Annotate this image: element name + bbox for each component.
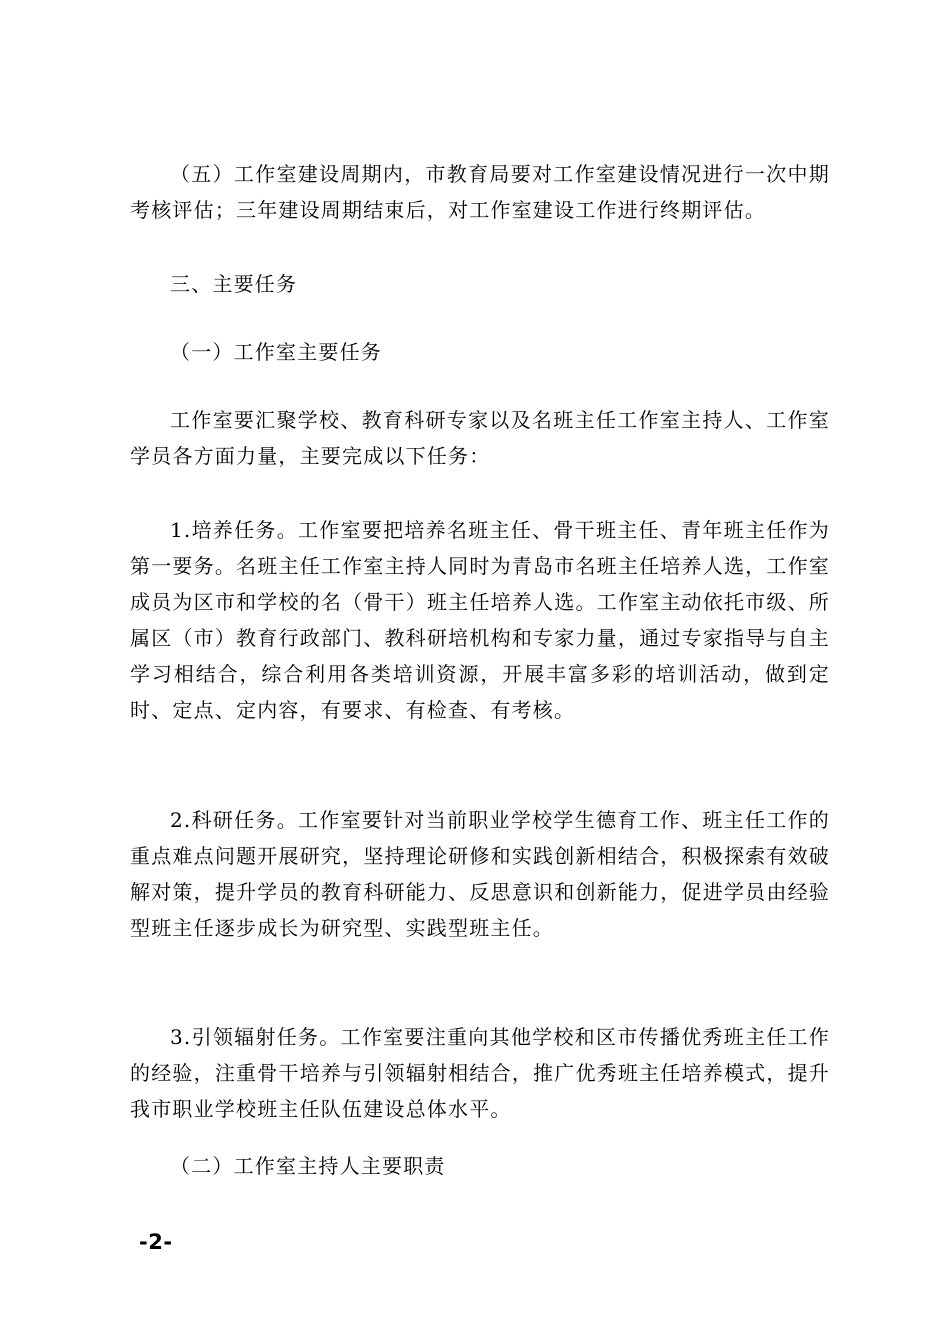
paragraph-leadership-task: 3.引领辐射任务。工作室要注重向其他学校和区市传播优秀班主任工作的经验，注重骨干培养与引领辐射相结合，推广优秀班主任培养模式，提升我市职业学校班主任队伍建设总体水平。	[130, 1025, 830, 1121]
paragraph-tasks-intro: 工作室要汇聚学校、教育科研专家以及名班主任工作室主持人、工作室学员各方面力量，主要完成以下任务：	[130, 408, 830, 468]
paragraph-evaluation: （五）工作室建设周期内，市教育局要对工作室建设情况进行一次中期考核评估；三年建设周期结束后，对工作室建设工作进行终期评估。	[130, 162, 830, 222]
section-heading-main-tasks: 三、主要任务	[170, 272, 298, 296]
page-number: -2-	[139, 1230, 173, 1254]
paragraph-training-task: 1.培养任务。工作室要把培养名班主任、骨干班主任、青年班主任作为第一要务。名班主任工作室主持人同时为青岛市名班主任培养人选，工作室成员为区市和学校的名（骨干）班主任培养人选。工作室主动依托市级、所属区（市）教育行政部门、教科研培机构和专家力量，通过专家指导与自主学习相结合，综合利用各类培训资源，开展丰富多彩的培训活动，做到定时、定点、定内容，有要求、有检查、有考核。	[130, 518, 830, 722]
paragraph-research-task: 2.科研任务。工作室要针对当前职业学校学生德育工作、班主任工作的重点难点问题开展研究，坚持理论研修和实践创新相结合，积极探索有效破解对策，提升学员的教育科研能力、反思意识和创新能力，促进学员由经验型班主任逐步成长为研究型、实践型班主任。	[130, 808, 830, 940]
subsection-heading-host-duties: （二）工作室主持人主要职责	[170, 1154, 446, 1178]
subsection-heading-studio-tasks: （一）工作室主要任务	[170, 340, 382, 364]
